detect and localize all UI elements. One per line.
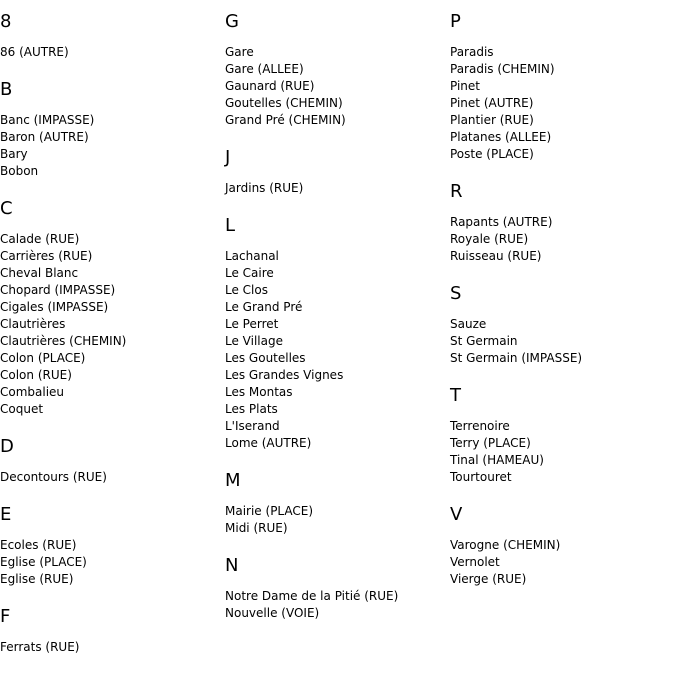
street-item: Coquet [0, 402, 44, 416]
street-item: Vierge (RUE) [450, 572, 527, 586]
street-item: Baron (AUTRE) [0, 130, 89, 144]
column-2 [225, 10, 398, 639]
section-letter-heading: R [450, 181, 463, 202]
street-item: Plantier (RUE) [450, 113, 534, 127]
street-item: Les Grandes Vignes [225, 368, 344, 382]
letter-section [225, 214, 398, 452]
street-item: Mairie (PLACE) [225, 504, 314, 518]
letter-section [225, 146, 398, 197]
letter-section [450, 503, 582, 588]
street-item: St Germain [450, 334, 518, 348]
street-item: Midi (RUE) [225, 521, 288, 535]
street-item: L'Iserand [225, 419, 280, 433]
street-item: Combalieu [0, 385, 65, 399]
letter-section [450, 10, 582, 163]
street-item: Bobon [0, 164, 39, 178]
section-letter-heading: 8 [0, 11, 12, 32]
section-letter-heading: G [225, 11, 239, 32]
street-item: Chopard (IMPASSE) [0, 283, 116, 297]
street-item: Ruisseau (RUE) [450, 249, 542, 263]
street-item: Royale (RUE) [450, 232, 529, 246]
street-item: Grand Pré (CHEMIN) [225, 113, 346, 127]
street-item: Cheval Blanc [0, 266, 79, 280]
street-item: Carrières (RUE) [0, 249, 93, 263]
letter-section [450, 384, 582, 486]
letter-section [0, 503, 126, 588]
street-item: St Germain (IMPASSE) [450, 351, 583, 365]
street-item: Ferrats (RUE) [0, 640, 80, 654]
street-item: Rapants (AUTRE) [450, 215, 553, 229]
street-item: Lome (AUTRE) [225, 436, 312, 450]
street-item: Gare [225, 45, 254, 59]
street-item: Terrenoire [450, 419, 510, 433]
letter-section [0, 605, 126, 656]
street-item: Clautrières [0, 317, 66, 331]
street-item: Colon (RUE) [0, 368, 72, 382]
street-item: Le Village [225, 334, 283, 348]
street-item: Gaunard (RUE) [225, 79, 315, 93]
section-letter-heading: N [225, 555, 239, 576]
street-item: Eglise (RUE) [0, 572, 74, 586]
street-item: Pinet (AUTRE) [450, 96, 534, 110]
street-item: Tourtouret [450, 470, 512, 484]
street-item: Poste (PLACE) [450, 147, 534, 161]
letter-section [225, 554, 398, 622]
letter-section [0, 435, 126, 486]
street-item: Calade (RUE) [0, 232, 80, 246]
street-item: Les Montas [225, 385, 293, 399]
letter-section [450, 282, 582, 367]
letter-section [225, 469, 398, 537]
street-item: Clautrières (CHEMIN) [0, 334, 127, 348]
street-item: Varogne (CHEMIN) [450, 538, 561, 552]
section-letter-heading: F [0, 606, 11, 627]
street-item: Pinet [450, 79, 480, 93]
street-item: Jardins (RUE) [225, 181, 304, 195]
street-item: Ecoles (RUE) [0, 538, 77, 552]
letter-section [0, 197, 126, 418]
section-letter-heading: P [450, 11, 461, 32]
street-item: Paradis (CHEMIN) [450, 62, 555, 76]
street-item: Le Clos [225, 283, 268, 297]
street-item: Platanes (ALLEE) [450, 130, 552, 144]
street-item: Vernolet [450, 555, 500, 569]
section-letter-heading: V [450, 504, 463, 525]
street-item: Gare (ALLEE) [225, 62, 304, 76]
street-item: Le Grand Pré [225, 300, 303, 314]
street-item: Eglise (PLACE) [0, 555, 87, 569]
section-letter-heading: B [0, 79, 13, 100]
street-item: Bary [0, 147, 28, 161]
street-item: Tinal (HAMEAU) [450, 453, 544, 467]
street-item: Les Plats [225, 402, 278, 416]
letter-section [450, 180, 582, 265]
street-item: Colon (PLACE) [0, 351, 86, 365]
letter-section [225, 10, 398, 129]
street-item: Sauze [450, 317, 487, 331]
column-3 [450, 10, 582, 605]
section-letter-heading: D [0, 436, 14, 457]
letter-section [0, 78, 126, 180]
street-item: Paradis [450, 45, 494, 59]
street-item: Notre Dame de la Pitié (RUE) [225, 589, 399, 603]
section-letter-heading: L [225, 215, 236, 236]
section-letter-heading: T [450, 385, 461, 406]
section-letter-heading: S [450, 283, 462, 304]
street-item: Les Goutelles [225, 351, 306, 365]
street-item: Le Caire [225, 266, 274, 280]
street-item: Cigales (IMPASSE) [0, 300, 109, 314]
section-letter-heading: C [0, 198, 13, 219]
section-letter-heading: E [0, 504, 12, 525]
letter-section [0, 10, 126, 61]
column-1 [0, 10, 126, 673]
street-item: Lachanal [225, 249, 279, 263]
section-letter-heading: M [225, 470, 241, 491]
street-item: Banc (IMPASSE) [0, 113, 95, 127]
street-item: Goutelles (CHEMIN) [225, 96, 343, 110]
street-item: Le Perret [225, 317, 279, 331]
street-item: 86 (AUTRE) [0, 45, 69, 59]
section-letter-heading: J [225, 147, 231, 168]
street-item: Decontours (RUE) [0, 470, 107, 484]
street-item: Nouvelle (VOIE) [225, 606, 320, 620]
street-item: Terry (PLACE) [450, 436, 531, 450]
